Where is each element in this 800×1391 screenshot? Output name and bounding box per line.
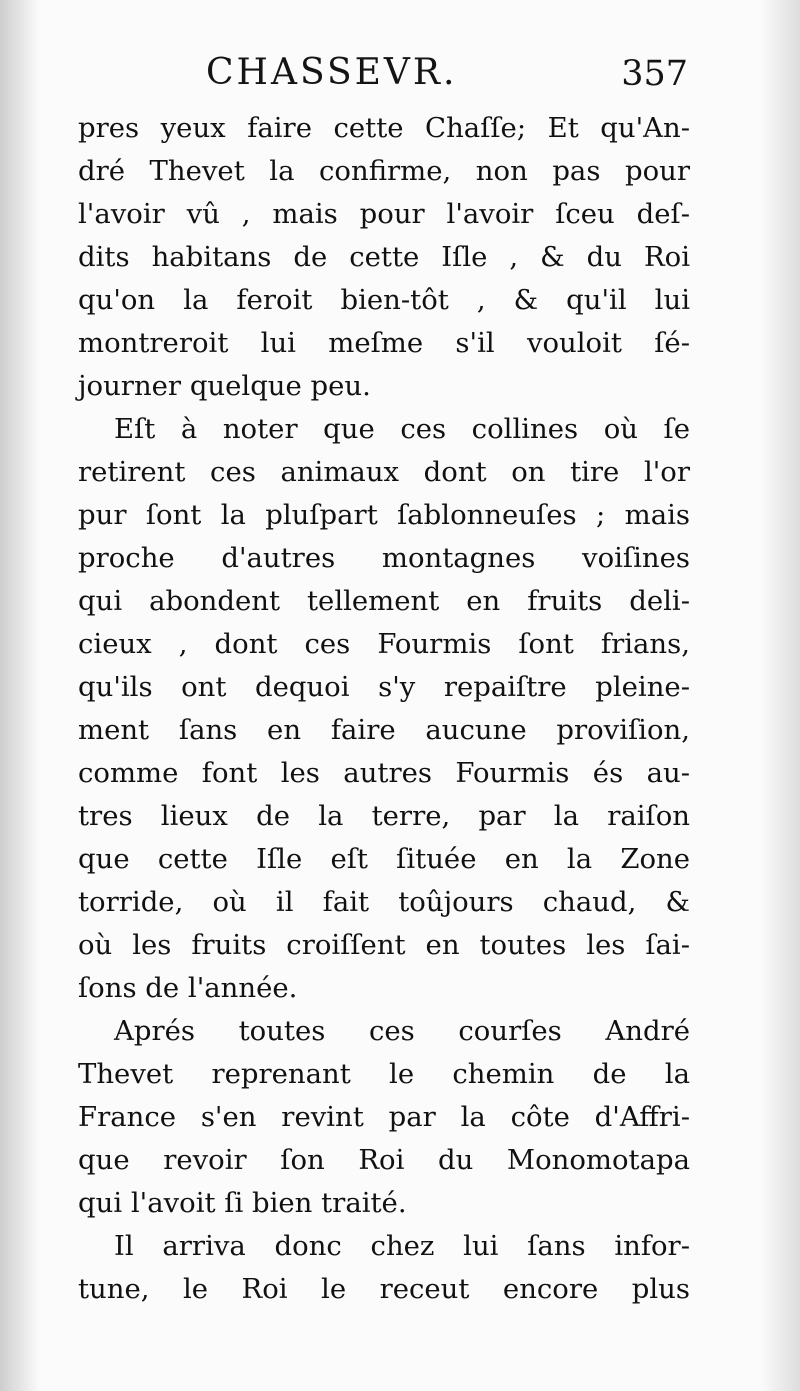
text-line: qu'ils ont dequoi s'y repaiſtre pleine- <box>78 671 690 703</box>
text-line: qui l'avoit ſi bien traité. <box>78 1187 407 1219</box>
body-text <box>78 107 690 1311</box>
text-line: cieux , dont ces Fourmis ſont frians, <box>78 628 690 660</box>
paragraph-start-line: Il arriva donc chez lui ſans infor- <box>114 1230 690 1262</box>
page-edge-shadow <box>760 0 800 1391</box>
text-line: France s'en revint par la côte d'Affri- <box>78 1101 690 1133</box>
text-line: dits habitans de cette Iſle , & du Roi <box>78 241 690 273</box>
running-title: CHASSEVR. <box>206 52 458 93</box>
text-line: montreroit lui meſme s'il vouloit ſé- <box>78 327 690 359</box>
text-line: torride, où il fait toûjours chaud, & <box>78 886 690 918</box>
text-line: l'avoir vû , mais pour l'avoir ſceu deſ- <box>78 198 690 230</box>
text-line: proche d'autres montagnes voiſines <box>78 542 690 574</box>
text-line: qui abondent tellement en fruits deli- <box>78 585 690 617</box>
text-line: journer quelque peu. <box>78 370 371 402</box>
text-line: tres lieux de la terre, par la raiſon <box>78 800 690 832</box>
text-line: Thevet reprenant le chemin de la <box>78 1058 690 1090</box>
text-line: comme font les autres Fourmis és au- <box>78 757 690 789</box>
text-line: que cette Iſle eſt ſituée en la Zone <box>78 843 690 875</box>
paragraph-start-line: Aprés toutes ces courſes André <box>114 1015 690 1047</box>
text-line: que revoir ſon Roi du Monomotapa <box>78 1144 690 1176</box>
text-line: ſons de l'année. <box>78 972 298 1004</box>
text-line: où les fruits croiſſent en toutes les ſai- <box>78 929 690 961</box>
page-number: 357 <box>621 54 688 94</box>
text-line: qu'on la feroit bien-tôt , & qu'il lui <box>78 284 690 316</box>
text-line: pur ſont la pluſpart ſablonneuſes ; mais <box>78 499 690 531</box>
text-line: ment ſans en faire aucune proviſion, <box>78 714 690 746</box>
page-gutter-shadow <box>0 0 40 1391</box>
paragraph-start-line: Eſt à noter que ces collines où ſe <box>114 413 690 445</box>
text-line: tune, le Roi le receut encore plus <box>78 1273 690 1305</box>
text-line: pres yeux faire cette Chaſſe; Et qu'An- <box>78 112 690 144</box>
text-line: retirent ces animaux dont on tire l'or <box>78 456 690 488</box>
text-line: dré Thevet la confirme, non pas pour <box>78 155 690 187</box>
page-header <box>78 52 688 102</box>
